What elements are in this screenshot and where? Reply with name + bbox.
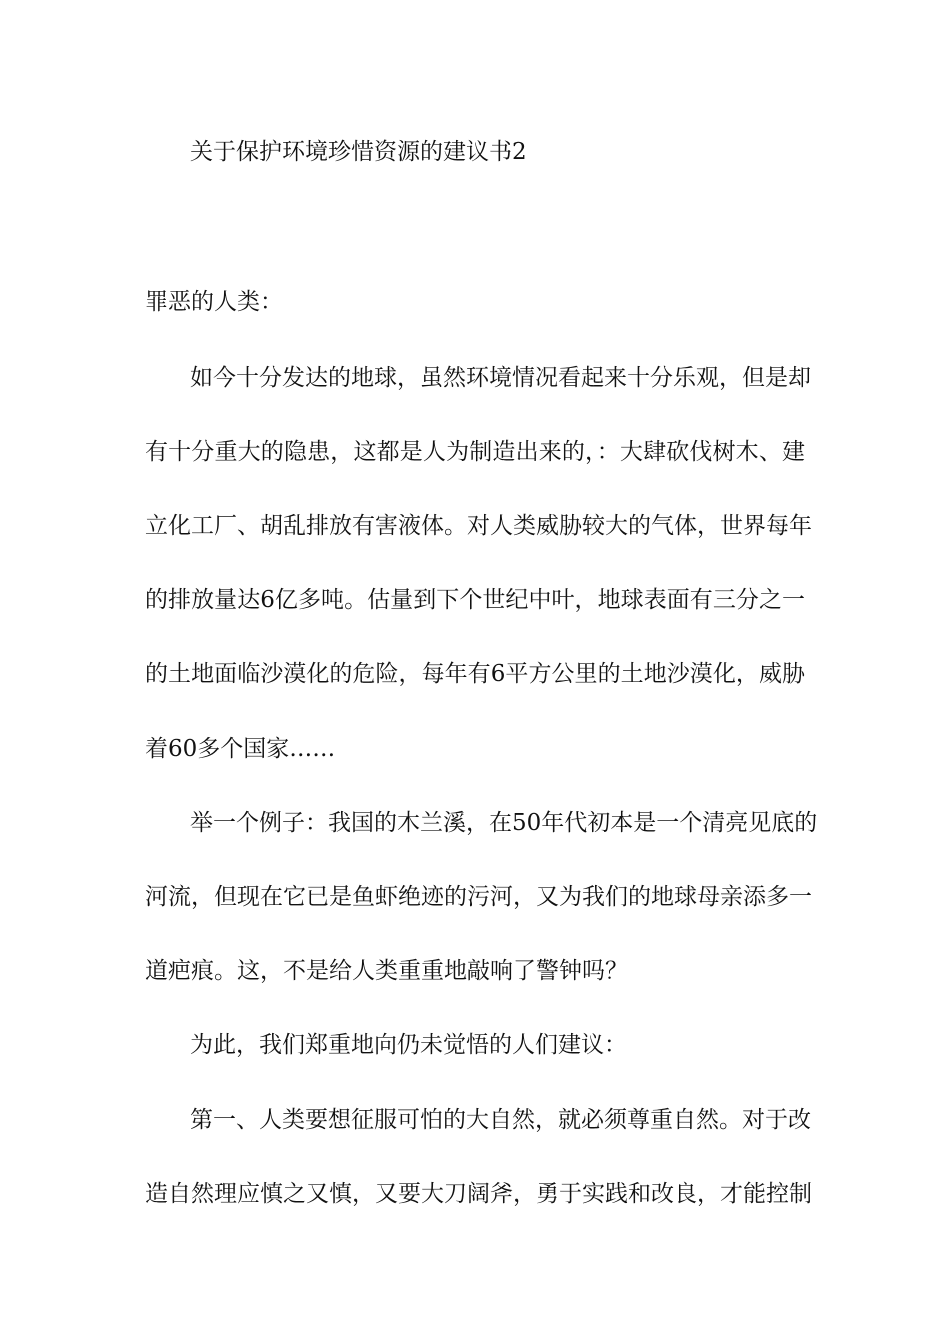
paragraph-4-line-1: 第一、人类要想征服可怕的大自然，就必须尊重自然。对于改 [190,1107,811,1133]
paragraph-1-line-1: 如今十分发达的地球，虽然环境情况看起来十分乐观，但是却 [190,365,811,391]
paragraph-1-line-2: 有十分重大的隐患，这都是人为制造出来的，：大肆砍伐树木、建 [145,439,805,465]
paragraph-2-line-2: 河流，但现在它已是鱼虾绝迹的污河，又为我们的地球母亲添多一 [145,884,812,910]
paragraph-1-line-4: 的排放量达6亿多吨。估量到下个世纪中叶，地球表面有三分之一 [145,587,805,613]
paragraph-2-line-1: 举一个例子：我国的木兰溪，在50年代初本是一个清亮见底的 [190,810,818,836]
paragraph-1-line-3: 立化工厂、胡乱排放有害液体。对人类威胁较大的气体，世界每年 [145,513,812,539]
paragraph-1-line-6: 着60多个国家…… [145,736,336,762]
salutation: 罪恶的人类： [145,289,283,315]
paragraph-4-line-2: 造自然理应慎之又慎，又要大刀阔斧，勇于实践和改良，才能控制 [145,1181,812,1207]
paragraph-2-line-3: 道疤痕。这，不是给人类重重地敲响了警钟吗？ [145,958,628,984]
paragraph-3-line-1: 为此，我们郑重地向仍未觉悟的人们建议： [190,1032,627,1058]
document-title: 关于保护环境珍惜资源的建议书2 [190,139,527,165]
paragraph-1-line-5: 的土地面临沙漠化的危险，每年有6平方公里的土地沙漠化，威胁 [145,661,805,687]
